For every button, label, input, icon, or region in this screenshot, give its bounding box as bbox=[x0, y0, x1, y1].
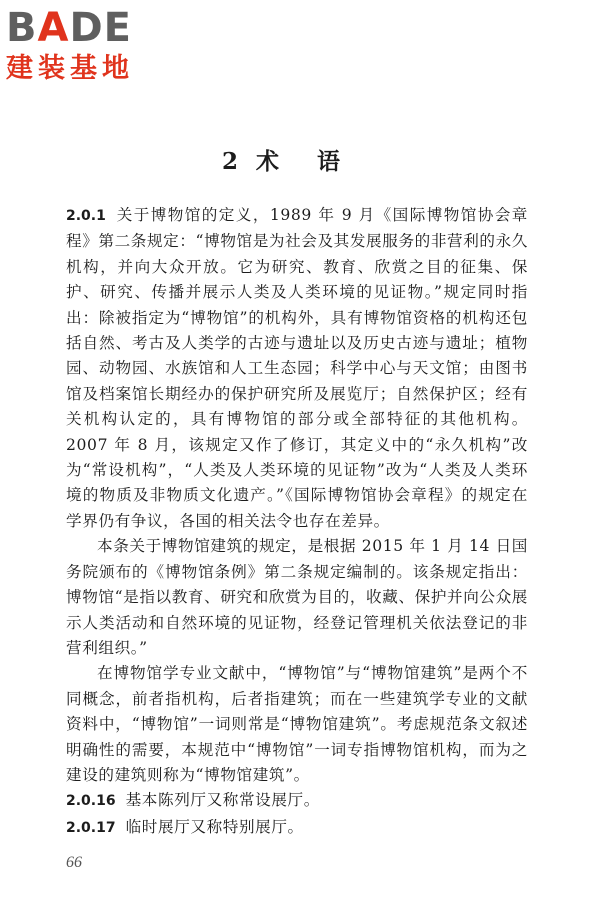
chapter-title bbox=[0, 146, 600, 178]
chapter-number: 2 bbox=[221, 148, 238, 176]
clause-text: 基本陈列厅又称常设展厅。 bbox=[125, 791, 320, 810]
clause-paragraph bbox=[66, 815, 528, 841]
clause-text: 临时展厅又称特别展厅。 bbox=[125, 817, 304, 836]
clause-text: 关于博物馆的定义，1989 年 9 月《国际博物馆协会章程》第二条规定：“博物馆是为社会及其发展服务的非营利的永久机构，并向大众开放。它为研究、教育、欣赏之目的征集、保护、研究、传播并展示人类及人类环境的见证物。”规定同时指出：除被指定为“博物馆”的机构外，具有博物馆资格的机构还包括自然、考古及人类学的古迹与遗址以及历史古迹与遗址；植物园、动物园、水族馆和人工生态园；科学中心与天文馆；由图书馆及档案馆长期经办的保护研究所及展览厅；自然保护区；经有关机构认定的，具有博物馆的部分或全部特征的其他机构。2007 年 8 月，该规定又作了修订，其定义中的“永久机构”改为“常设机构”，“人类及人类环境的见证物”改为“人类及人类环境的物质及非物质文化遗产。”《国际博物馆协会章程》的规定在学界仍有争议，各国的相关法令也存在差异。 bbox=[66, 206, 528, 530]
clause-2-0-1 bbox=[66, 203, 528, 788]
clause-paragraph: 在博物馆学专业文献中，“博物馆”与“博物馆建筑”是两个不同概念，前者指机构，后者指建筑；而在一些建筑学专业的文献资料中，“博物馆”一词则常是“博物馆建筑”。考虑规范条文叙述明确性的需要，本规范中“博物馆”一词专指博物馆机构，而为之建设的建筑则称为“博物馆建筑”。 bbox=[66, 664, 528, 784]
clause-number: 2.0.16 bbox=[66, 793, 116, 810]
clause-paragraph bbox=[66, 788, 528, 814]
clause-number: 2.0.17 bbox=[66, 819, 116, 836]
logo-subtitle: 建装基地 bbox=[6, 53, 134, 84]
clause-2-0-17 bbox=[66, 815, 528, 841]
clause-paragraph: 本条关于博物馆建筑的规定，是根据 2015 年 1 月 14 日国务院颁布的《博物馆条例》第二条规定编制的。该条规定指出：博物馆“是指以教育、研究和欣赏为目的，收藏、保护并向公众展示人类活动和自然环境的见证物，经登记管理机关依法登记的非营利组织。” bbox=[66, 537, 528, 657]
clause-2-0-16 bbox=[66, 788, 528, 814]
logo-wordmark: BADE bbox=[6, 5, 132, 51]
chapter-heading: 术语 bbox=[256, 148, 378, 176]
bade-logo bbox=[6, 6, 176, 86]
clause-list bbox=[66, 203, 528, 841]
clause-paragraph bbox=[66, 203, 528, 534]
page-number: 66 bbox=[66, 854, 82, 871]
clause-number: 2.0.1 bbox=[66, 208, 106, 224]
